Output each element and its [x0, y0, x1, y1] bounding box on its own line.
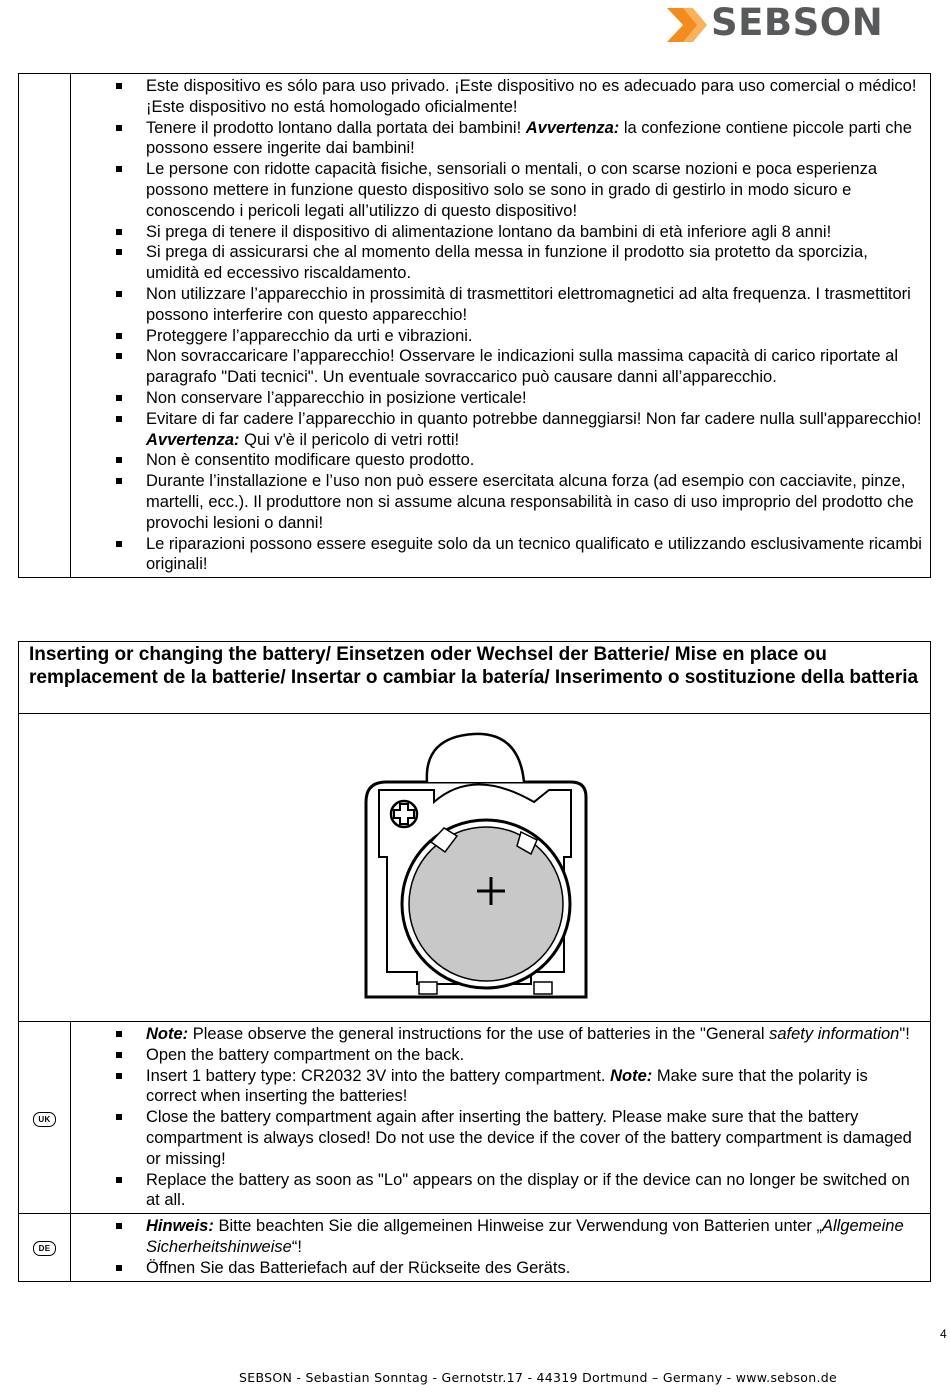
item-text: Non conservare l’apparecchio in posizione verticale!	[146, 388, 527, 407]
safety-content-cell	[71, 74, 931, 578]
battery-table	[18, 641, 931, 1282]
item-text: Le persone con ridotte capacità fisiche, sensoriali o mentali, o con scarse nozioni e poca esperienza possono mettere in funzione questo dispositivo solo se sono in grado di gestirlo in modo sicuro e conoscendo i pericoli legati all’utilizzo di questo dispositivo!	[146, 160, 878, 220]
list-item	[146, 346, 922, 388]
list-item	[146, 242, 922, 284]
list-item	[146, 118, 922, 160]
de-content-cell	[71, 1214, 931, 1281]
item-text: Evitare di far cadere l’apparecchio in quanto potrebbe danneggiarsi! Non far cadere nulla sull'apparecchio!	[146, 409, 922, 428]
list-item	[146, 1024, 922, 1045]
item-text: Proteggere l’apparecchio da urti e vibrazioni.	[146, 326, 473, 345]
list-item	[146, 1170, 922, 1212]
item-text: Si prega di assicurarsi che al momento della messa in funzione il prodotto sia protetto da sporcizia, umidità ed eccessivo riscaldamento.	[146, 243, 868, 283]
list-item	[146, 76, 922, 118]
emphasis-text: Allgemeine Sicherheitshinweise	[146, 1217, 904, 1256]
emphasis-text: Avvertenza:	[146, 430, 240, 449]
item-text: Qui v'è il pericolo di vetri rotti!	[239, 430, 460, 449]
item-text: Durante l’installazione e l’uso non può essere esercitata alcuna forza (ad esempio con cacciavite, pinze, martelli, ecc.). Il produttore non si assume alcuna responsabilità in caso di uso improprio del prodotto che provochi lesioni o danni!	[146, 472, 914, 532]
uk-flag-cell	[19, 1022, 71, 1214]
item-text: Close the battery compartment again after inserting the battery. Please make sure that the battery compartment is always closed! Do not use the device if the cover of the battery compartment is damaged or missing!	[146, 1108, 912, 1168]
list-item	[146, 1258, 922, 1279]
logo-chevron-icon	[663, 4, 707, 48]
section-title: Inserting or changing the battery/ Einsetzen oder Wechsel der Batterie/ Mise en place ou remplacement de la batterie/ Insertar o cambiar la batería/ Inserimento o sostituzione della batteria	[19, 642, 931, 714]
list-item	[146, 471, 922, 533]
list-item	[146, 409, 922, 451]
list-item	[146, 284, 922, 326]
item-text: Non utilizzare l’apparecchio in prossimità di trasmettitori elettromagnetici ad alta frequenza. I trasmettitori possono interferire con questo apparecchio!	[146, 284, 911, 324]
brand-name: SEBSON	[711, 1, 884, 44]
item-text: la confezione contiene piccole parti che possono essere ingerite dai bambini!	[146, 118, 912, 158]
item-text: Please observe the general instructions for the use of batteries in the "General	[188, 1025, 770, 1043]
battery-image-cell	[19, 714, 931, 1022]
list-item	[146, 1216, 922, 1258]
list-item	[146, 1107, 922, 1169]
list-item	[146, 534, 922, 576]
item-text: Non sovraccaricare l’apparecchio! Osservare le indicazioni sulla massima capacità di carico riportate al paragrafo "Dati tecnici". Un eventuale sovraccarico può causare danni all’apparecchio.	[146, 347, 898, 387]
de-flag-cell	[19, 1214, 71, 1281]
de-instructions-list	[71, 1214, 930, 1280]
item-text: Non è consentito modificare questo prodotto.	[146, 451, 475, 470]
list-item	[146, 1045, 922, 1066]
item-text: Öffnen Sie das Batteriefach auf der Rückseite des Geräts.	[146, 1258, 571, 1277]
item-text: Tenere il prodotto lontano dalla portata dei bambini!	[146, 118, 526, 137]
item-text: Si prega di tenere il dispositivo di alimentazione lontano da bambini di età inferiore agli 8 anni!	[146, 222, 832, 241]
emphasis-text: safety information	[769, 1025, 900, 1043]
item-text: Este dispositivo es sólo para uso privado. ¡Este dispositivo no es adecuado para uso comercial o médico! ¡Este dispositivo no está homologado oficialmente!	[146, 77, 917, 116]
item-text: Make sure that the polarity is correct when inserting the batteries!	[146, 1066, 868, 1106]
emphasis-text: Note:	[146, 1025, 189, 1043]
page-number: 4	[940, 1327, 947, 1341]
uk-content-cell	[71, 1022, 931, 1214]
item-text: Bitte beachten Sie die allgemeinen Hinweise zur Verwendung von Batterien unter „	[213, 1217, 822, 1236]
item-text: Open the battery compartment on the back.	[146, 1045, 465, 1064]
item-text: Replace the battery as soon as "Lo" appears on the display or if the device can no longer be switched on at all.	[146, 1170, 910, 1210]
item-text: Insert 1 battery type: CR2032 3V into the battery compartment.	[146, 1066, 611, 1085]
brand-logo	[663, 1, 888, 48]
emphasis-text: Note:	[610, 1066, 653, 1085]
list-item	[146, 388, 922, 409]
safety-list	[71, 74, 930, 577]
list-item	[146, 450, 922, 471]
list-item	[146, 159, 922, 221]
emphasis-text: Hinweis:	[146, 1217, 214, 1236]
battery-compartment-illustration	[359, 732, 599, 1007]
list-item	[146, 326, 922, 347]
list-item	[146, 222, 922, 243]
item-text: Le riparazioni possono essere eseguite solo da un tecnico qualificato e utilizzando esclusivamente ricambi originali!	[146, 534, 922, 574]
emphasis-text: Avvertenza:	[525, 118, 620, 137]
list-item	[146, 1066, 922, 1108]
flag-cell-empty	[19, 74, 71, 578]
item-text: “!	[291, 1237, 302, 1256]
item-text: "!	[899, 1025, 910, 1043]
page-footer: SEBSON - Sebastian Sonntag - Gernotstr.17 - 44319 Dortmund – Germany - www.sebson.de	[239, 1370, 837, 1385]
de-flag-icon: DE	[33, 1241, 56, 1256]
uk-flag-icon: UK	[33, 1112, 56, 1127]
uk-instructions-list	[71, 1022, 930, 1213]
safety-table	[18, 73, 931, 578]
